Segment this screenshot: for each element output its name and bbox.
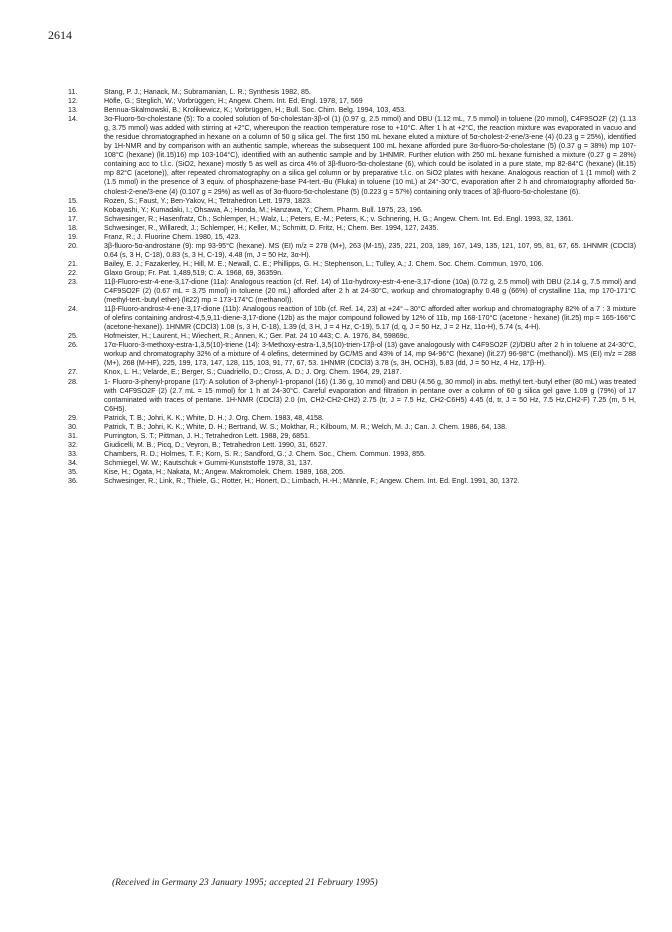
reference-number: 24. xyxy=(68,305,78,314)
reference-text: 17α-Fluoro-3-methoxy-estra-1,3,5(10)-triene (14): 3-Methoxy-estra-1,3,5(10)-trien-17β-ol (13) gave analogously with C4F9SO2F (2)/DBU after 2 h in toluene at 24-30°C, workup and chromatography 32% of a mixture of 4 olefins, determined by GC/MS and 43% of 14, mp 94-96°C (hexane) (lit.27) 96-98°C (methanol)). MS (EI) m/z = 288 (M+), 268 (M-HF), 225, 199, 173, 147, 128, 115, 103, 91, 77, 67, 53. 1HNMR (CDCl3) 3.78 (s, 3H, OCH3), 5.83 (dd, J = 50 Hz, 4 Hz, 17β-H). xyxy=(104,341,636,368)
reference-item xyxy=(62,233,636,242)
reference-number: 15. xyxy=(68,196,78,205)
reference-text: Franz, R.; J. Fluorine Chem. 1980, 15, 423. xyxy=(104,232,241,241)
reference-item xyxy=(62,115,636,196)
reference-text: Schwesinger, R.; Hasenfratz, Ch.; Schlemper, H.; Walz, L.; Peters, E.-M.; Peters, K.; v. Schnering, H. G.; Angew. Chem. Int. Ed. Engl. 1993, 32, 1361. xyxy=(104,214,574,223)
reference-item xyxy=(62,305,636,332)
reference-number: 27. xyxy=(68,368,78,377)
reference-number: 18. xyxy=(68,223,78,232)
reference-item xyxy=(62,260,636,269)
reference-text: Schwesinger, R.; Link, R.; Thiele, G.; Rotter, H.; Honert, D.; Limbach, H.-H.; Männle, F.; Angew. Chem. Int. Ed. Engl. 1991, 30, 1372. xyxy=(104,477,520,486)
reference-number: 13. xyxy=(68,106,78,115)
reference-item xyxy=(62,269,636,278)
reference-text: Höfle, G.; Steglich, W.; Vorbrüggen, H.; Angew. Chem. Int. Ed. Engl. 1978, 17, 569 xyxy=(104,97,363,106)
reference-item xyxy=(62,106,636,115)
received-note: (Received in Germany 23 January 1995; accepted 21 February 1995) xyxy=(112,878,378,888)
reference-number: 30. xyxy=(68,422,78,431)
reference-number: 31. xyxy=(68,431,78,440)
reference-number: 29. xyxy=(68,413,78,422)
reference-text: Hofmeister, H.; Laurent, H.; Wiechert, R.; Annen, K.; Ger. Pat. 24 10 443; C. A. 1976, 84, 59869c. xyxy=(104,332,410,341)
reference-text: Patrick, T. B.; Johri, K. K.; White, D. H.; J. Org. Chem. 1983, 48, 4158. xyxy=(104,413,324,422)
reference-text: Schwesinger, R., Willaredt, J.; Schlemper, H.; Keller, M.; Schmitt, D. Fritz, H.; Chem. Ber. 1994, 127, 2435. xyxy=(104,223,439,232)
reference-item xyxy=(62,88,636,97)
reference-item xyxy=(62,432,636,441)
reference-item xyxy=(62,450,636,459)
reference-number: 21. xyxy=(68,259,78,268)
reference-number: 26. xyxy=(68,341,78,350)
reference-item xyxy=(62,242,636,260)
reference-text: Giudicelli, M. B.; Picq, D.; Veyron, B.; Tetrahedron Lett. 1990, 31, 6527. xyxy=(104,440,328,449)
reference-item xyxy=(62,477,636,486)
reference-number: 14. xyxy=(68,115,78,124)
reference-number: 11. xyxy=(68,88,78,96)
reference-number: 35. xyxy=(68,467,78,476)
reference-number: 12. xyxy=(68,97,78,106)
reference-number: 23. xyxy=(68,277,78,286)
reference-text: Bailey, E. J.; Fazakerley, H.; Hill, M. E.; Newall, C. E.; Phillipps, G. H.; Stephenson, L.; Tulley, A.; J. Chem. Soc. Chem. Commun. 1970, 106. xyxy=(104,259,544,268)
reference-item xyxy=(62,332,636,341)
reference-text: Glaxo Group; Fr. Pat. 1,489,519; C. A. 1968, 69, 36359n. xyxy=(104,268,284,277)
page-number: 2614 xyxy=(48,28,72,42)
reference-item xyxy=(62,97,636,106)
reference-text: 11β-Fluoro-androst-4-ene-3,17-dione (11b): Analogous reaction of 10b (cf. Ref. 14, 23) at +24°→30°C afforded after workup and chromatography 82% of a 7 : 3 mixture of olefins containing androst-4,5,9,11-diene-3,17-dione (12b) as the major compound followed by 12% of 11b, mp 168-170°C (acetone - hexane) (lit.25) mp = 165-166°C (acetone-hexane)). 1HNMR (CDCl3) 1.08 (s, 3 H, C-18), 1.39 (d, 3 H, J = 4 Hz, C-19), 5.17 (d, q, J = 50 Hz, J = 2 Hz, 11α-H), 5.74 (s, 4-H). xyxy=(104,305,636,332)
reference-text: Chambers, R. D.; Holmes, T. F.; Korn, S. R.; Sandford, G.; J. Chem. Soc., Chem. Commun. 1993, 855. xyxy=(104,449,426,458)
reference-item xyxy=(62,341,636,368)
reference-text: 1- Fluoro-3-phenyl-propane (17): A solution of 3-phenyl-1-propanol (16) (1.36 g, 10 mmol) and DBU (4.56 g, 30 mmol) in abs. methyl tert.-butyl ether (80 mL) was treated with C4F9SO2F (2) (2.7 mL = 15 mmol) for 1 h at 24-30°C. Careful evaporation and filtration in pentane over a column of 60 g silica gel gave 1.09 g (79%) of 17 contaminated with traces of pentane. 1H-NMR (CDCl3) 2.0 (m, CH2-CH2-CH2) 2.75 (tr, J = 7.5 Hz, CH2-C6H5) 4.45 (d, tr, J = 50 Hz, 7.5 Hz,CH2-F) 7.25 (m, 5 H, C6H5). xyxy=(104,377,636,413)
reference-item xyxy=(62,441,636,450)
reference-item xyxy=(62,468,636,477)
reference-item xyxy=(62,197,636,206)
reference-text: Kobayashi, Y.; Kumadaki, I.; Ohsawa, A.; Honda, M.; Hanzawa, Y.; Chem. Pharm. Bull. 1975, 23, 196. xyxy=(104,205,423,214)
reference-number: 17. xyxy=(68,214,78,223)
reference-text: 11β-Fluoro-estr-4-ene-3,17-dione (11a): Analogous reaction (cf. Ref. 14) of 11α-hydroxy-estr-4-ene-3,17-dione (10a) (0.72 g, 2.5 mmol) with DBU (2.14 g, 7.5 mmol) and C4F9SO2F (2) (0.67 mL = 3.75 mmol) in toluene (20 mL) afforded after 2 h at 24-30°C, workup and chromatography 0.48 g (66%) of crystalline 11a, mp 170-171°C (methyl-tert.-butyl ether) (lit22) mp = 173-174°C (methanol)). xyxy=(104,277,636,305)
reference-text: 3α-Fluoro-5α-cholestane (5): To a cooled solution of 5α-cholestan-3β-ol (1) (0.97 g, 2.5 mmol) and DBU (1.12 mL, 7.5 mmol) in toluene (20 mmol), C4F9SO2F (2) (1.13 g, 3.75 mmol) was added with stirring at +2°C, whereupon the reaction temperature rose to +10°C. After 1 h at +2°C, the reaction mixture was evaporated in vacuo and the residue chromatographed in hexane on a column of 50 g silica gel. The first 150 mL hexane eluted a mixture of 5α-cholest-2-ene/3-ene (4) (0.23 g = 25%), identified by 1H-NMR and by comparison with an authentic sample, whereas the subsequent 100 mL hexane afforded pure 3α-fluoro-5α-cholestane (5) (0.37 g = 38%) mp 107-108°C (hexane) (lit.15)16) mp 103-104°C), identified with an authentic sample and by 1HNMR. Further elution with 250 mL hexane furnished a mixture (0.27 g = 28%) containing acc to t.l.c. (SiO2, hexane) mostly 5 as well as circa 4% of 3β-fluoro-5α-cholestane (6), which could be isolated in a pure state, mp 82-84°C (hexane) (lit.15) mp 82°C (acetone)), after repeated chromatography on a silica gel column or by preparative t.l.c. on SiO2 plates with hexane. Analogous reaction of 1 (1 mmol) with 2 (1.5 mmol) in the presence of 3 equiv. of phosphazene-base P4-tert.-Bu (Fluka) in toluene (10 mL) at 24°-30°C, evaporation after 2 h and chromatography afforded 5α-cholest-2-ene/3-ene (4) (0.107 g = 29%) as well as of 3α-fluoro-5α-cholestane (5) (0.223 g = 57%) containing only traces of 3β-fluoro-5α-cholestane (6). xyxy=(104,115,636,196)
reference-item xyxy=(62,278,636,305)
reference-item xyxy=(62,368,636,377)
reference-text: Kise, H.; Ogata, H.; Nakata, M.; Angew. Makromolek. Chem. 1989, 168, 205. xyxy=(104,467,345,476)
reference-item xyxy=(62,459,636,468)
reference-number: 34. xyxy=(68,458,78,467)
reference-item xyxy=(62,423,636,432)
reference-number: 33. xyxy=(68,449,78,458)
reference-number: 16. xyxy=(68,205,78,214)
reference-item xyxy=(62,224,636,233)
reference-number: 28. xyxy=(68,377,78,386)
reference-text: Rozen, S.; Faust, Y.; Ben-Yakov, H.; Tetrahedron Lett. 1979, 1823. xyxy=(104,196,312,205)
reference-number: 25. xyxy=(68,332,78,341)
reference-number: 36. xyxy=(68,477,78,486)
reference-number: 32. xyxy=(68,440,78,449)
reference-text: 3β-fluoro-5α-androstane (9): mp 93-95°C (hexane). MS (EI) m/z = 278 (M+), 263 (M-15), 235, 221, 203, 189, 167, 149, 135, 121, 107, 95, 81, 67, 65. 1HNMR (CDCl3) 0.64 (s, 3 H, C-18), 0.83 (s, 3 H, C-19), 4.48 (m, J = 50 Hz, 3α-H). xyxy=(104,241,636,259)
reference-item xyxy=(62,414,636,423)
reference-item xyxy=(62,206,636,215)
reference-list xyxy=(62,88,636,486)
reference-text: Knox, L. H.; Velarde, E.; Berger, S.; Cuadriello, D.; Cross, A. D.; J. Org. Chem. 1964, 29, 2187. xyxy=(104,368,402,377)
reference-text: Purrington, S. T.; Pittman, J. H.; Tetrahedron Lett. 1988, 29, 6851. xyxy=(104,431,310,440)
reference-number: 19. xyxy=(68,232,78,241)
reference-number: 20. xyxy=(68,241,78,250)
reference-item xyxy=(62,215,636,224)
reference-text: Bennua-Skalmowski, B.; Krolikiewicz, K.; Vorbrüggen, H.; Bull. Soc. Chim. Belg. 1994, 103, 453. xyxy=(104,106,407,115)
reference-text: Stang, P. J.; Hanack, M.; Subramanian, L. R.; Synthesis 1982, 85. xyxy=(104,88,311,96)
reference-text: Patrick, T. B.; Johri, K. K.; White, D. H.; Bertrand, W. S.; Mokthar, R.; Kilbourn, M. R.; Welch, M. J.; Can. J. Chem. 1986, 64, 138. xyxy=(104,422,508,431)
reference-number: 22. xyxy=(68,268,78,277)
reference-item xyxy=(62,378,636,414)
reference-text: Schmiegel, W. W.; Kautschuk + Gummi-Kunststoffe 1978, 31, 137. xyxy=(104,458,313,467)
